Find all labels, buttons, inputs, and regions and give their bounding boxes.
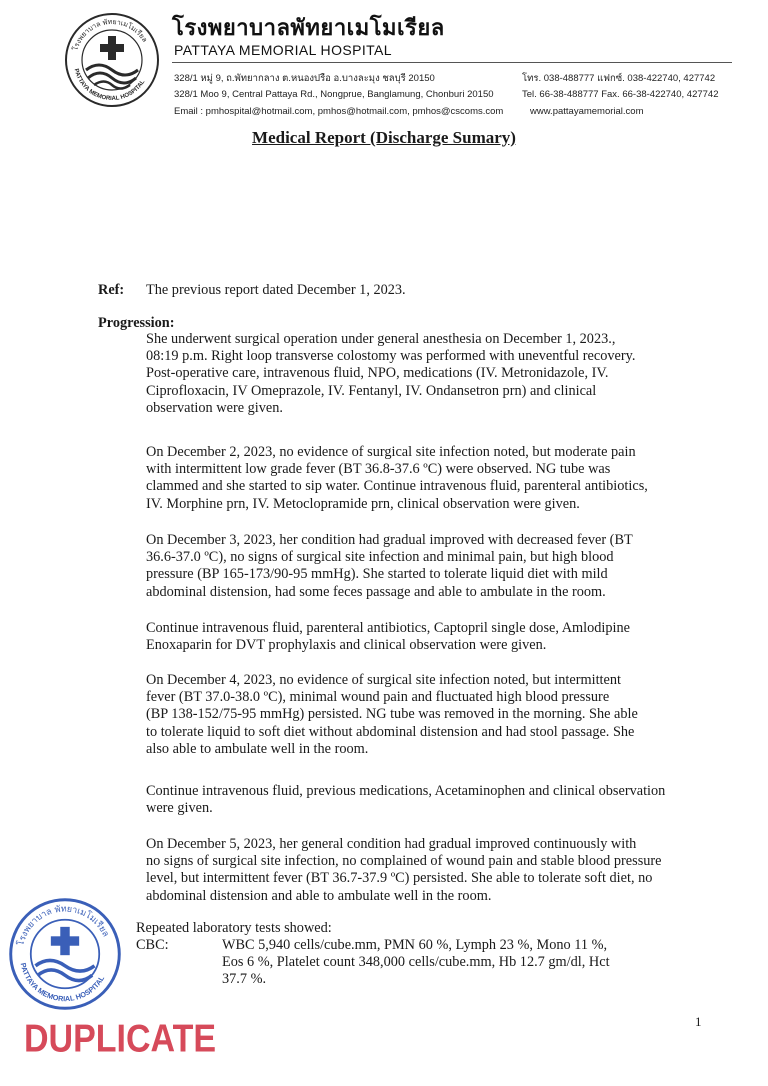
paragraph-line: with intermittent low grade fever (BT 36.8-37.6 ºC) were observed. NG tube was [146,461,611,478]
paragraph-line: also able to ambulate well in the room. [146,740,369,757]
paragraph-line: no signs of surgical site infection, no complained of wound pain and stable blood pressure [146,853,662,870]
hospital-name-en: PATTAYA MEMORIAL HOSPITAL [174,42,392,58]
website: www.pattayamemorial.com [530,106,644,117]
paragraph-line: level, but intermittent fever (BT 36.7-37.9 ºC) persisted. She able to tolerate soft diet, no [146,870,653,887]
ref-text: The previous report dated December 1, 2023. [146,282,406,298]
paragraph-line: Continue intravenous fluid, parenteral antibiotics, Captopril single dose, Amlodipine [146,620,631,636]
labs-intro: Repeated laboratory tests showed: [136,920,332,936]
logo-ring-top-text: โรงพยาบาล พัทยาเมโมเรียล [71,17,149,52]
ref-label: Ref: [98,282,125,298]
paragraph-line: to tolerate liquid to soft diet without abdominal distension and had stool passage. She [146,723,635,740]
paragraph-line: 36.6-37.0 ºC), no signs of surgical site infection and minimal pain, but high blood [146,549,614,566]
paragraph-line: abdominal distension and able to ambulate well in the room. [146,887,492,904]
email-line: Email : pmhospital@hotmail.com, pmhos@hotmail.com, pmhos@cscoms.com [174,106,504,117]
paragraph-day5 [146,836,736,905]
duplicate-stamp: DUPLICATE [24,1017,217,1061]
hospital-logo-icon [62,8,162,108]
cbc-line: Eos 6 %, Platelet count 348,000 cells/cube.mm, Hb 12.7 gm/dl, Hct [222,954,610,971]
paragraph-line: Ciprofloxacin, IV Omeprazole, IV. Fentanyl, IV. Ondansetron prn) and clinical [146,382,597,399]
paragraph-day4-treatment [146,783,736,817]
paragraph-line: fever (BT 37.0-38.0 ºC), minimal wound pain and fluctuated high blood pressure [146,689,610,706]
svg-text:PATTAYA MEMORIAL HOSPITAL: PATTAYA MEMORIAL HOSPITAL [18,961,107,1004]
paragraph-line: IV. Morphine prn, IV. Metoclopramide prn, clinical observation were given. [146,495,580,512]
paragraph-line: 08:19 p.m. Right loop transverse colostomy was performed with uneventful recovery. [146,348,636,365]
cbc-line: WBC 5,940 cells/cube.mm, PMN 60 %, Lymph 23 %, Mono 11 %, [222,937,608,953]
paragraph-line: She underwent surgical operation under general anesthesia on December 1, 2023., [146,331,616,347]
paragraph-line: were given. [146,800,213,817]
phone-en: Tel. 66-38-488777 Fax. 66-38-422740, 427742 [522,89,719,100]
cbc-line: 37.7 %. [222,971,267,988]
header-divider [172,62,732,63]
cbc-results [222,937,722,989]
cbc-label: CBC: [136,937,169,953]
paragraph-line: Continue intravenous fluid, previous medications, Acetaminophen and clinical observation [146,783,666,799]
paragraph-day3-treatment [146,620,736,654]
paragraph-day2 [146,444,736,513]
logo-ring-bottom-text: PATTAYA MEMORIAL HOSPITAL [72,68,147,103]
progression-label: Progression: [98,315,175,331]
paragraph-line: On December 4, 2023, no evidence of surgical site infection noted, but intermittent [146,672,621,688]
address-en: 328/1 Moo 9, Central Pattaya Rd., Nongprue, Banglamung, Chonburi 20150 [174,89,494,100]
hospital-seal-icon [6,895,124,1013]
paragraph-line: Enoxaparin for DVT prophylaxis and clinical observation were given. [146,637,547,654]
paragraph-line: abdominal distension, had some feces passage and able to ambulate in the room. [146,583,606,600]
paragraph-line: observation were given. [146,399,283,416]
hospital-name-thai: โรงพยาบาลพัทยาเมโมเรียล [172,16,445,41]
phone-thai: โทร. 038-488777 แฟกซ์. 038-422740, 427742 [522,73,716,84]
address-thai: 328/1 หมู่ 9, ถ.พัทยากลาง ต.หนองปรือ อ.บางละมุง ชลบุรี 20150 [174,73,435,84]
page-number: 1 [695,1014,702,1029]
svg-text:โรงพยาบาล พัทยาเมโมเรียล: โรงพยาบาล พัทยาเมโมเรียล [16,904,111,947]
paragraph-line: (BP 138-152/75-95 mmHg) persisted. NG tube was removed in the morning. She able [146,706,638,723]
paragraph-line: On December 2, 2023, no evidence of surgical site infection noted, but moderate pain [146,444,636,460]
paragraph-line: clammed and she started to sip water. Continue intravenous fluid, parenteral antibiotics, [146,478,648,495]
paragraph-day1 [146,331,736,417]
paragraph-line: On December 3, 2023, her condition had gradual improved with decreased fever (BT [146,532,633,548]
report-title: Medical Report (Discharge Sumary) [252,128,516,147]
paragraph-line: On December 5, 2023, her general condition had gradual improved continuously with [146,836,637,852]
paragraph-line: pressure (BP 165-173/90-95 mmHg). She started to tolerate liquid diet with mild [146,566,608,583]
paragraph-day3 [146,532,736,601]
paragraph-day4 [146,672,736,758]
paragraph-line: Post-operative care, intravenous fluid, NPO, medications (IV. Metronidazole, IV. [146,365,609,382]
